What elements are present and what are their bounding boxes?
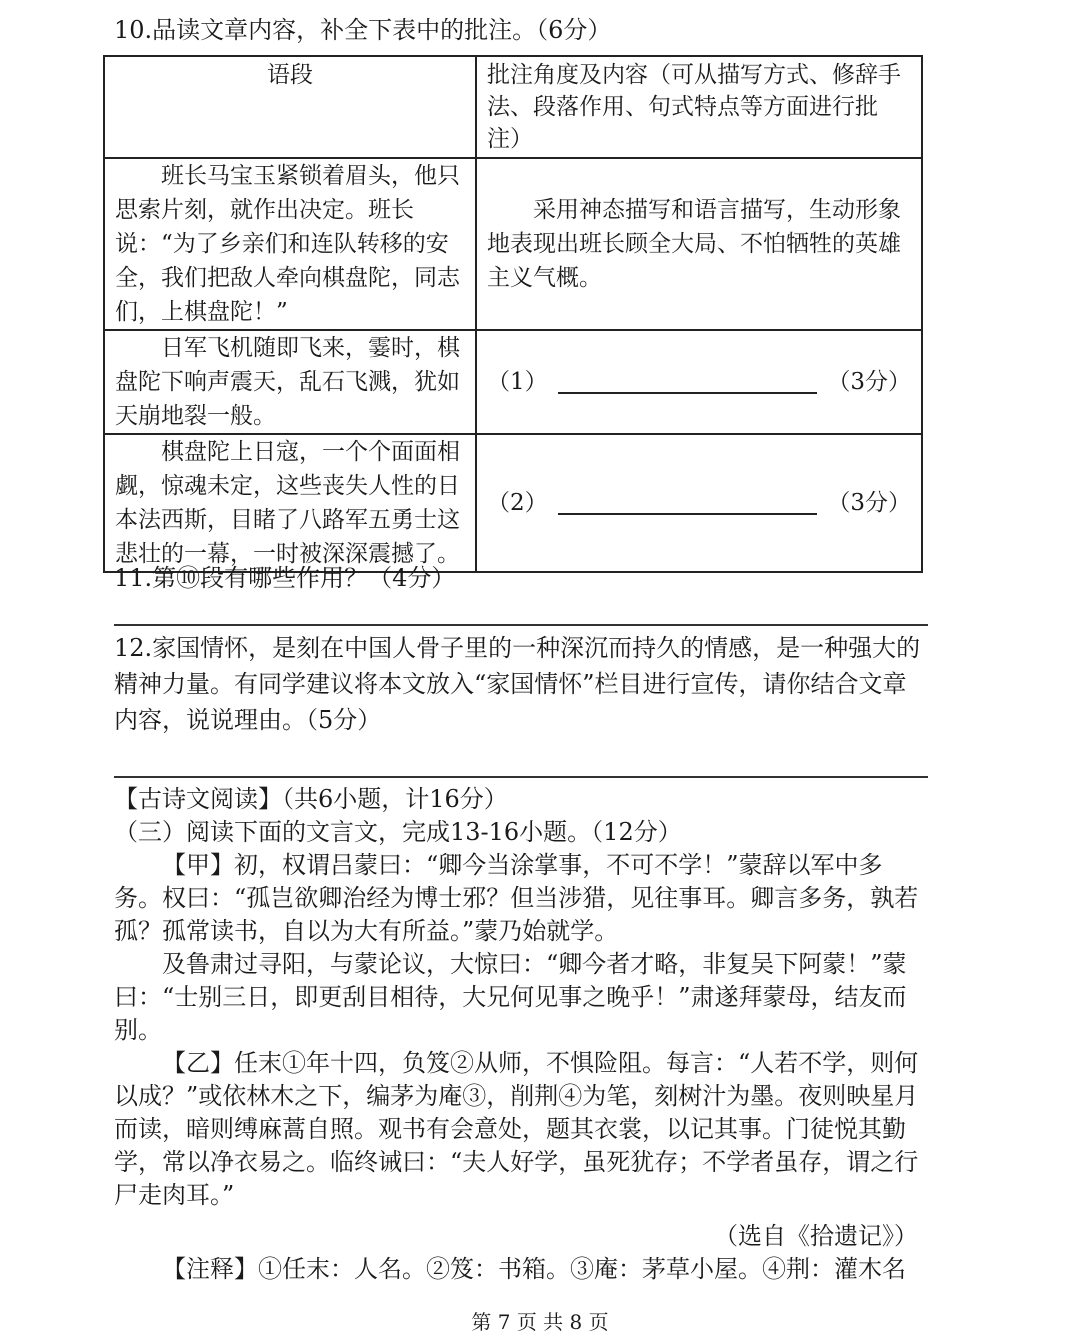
q10-title: 10.品读文章内容，补全下表中的批注。（6分） — [114, 16, 612, 44]
table-header-row — [104, 56, 922, 158]
blank-label: （2） — [487, 490, 548, 516]
classical-section — [114, 783, 928, 1286]
answer-blank-line[interactable] — [558, 491, 818, 515]
table-row — [104, 434, 922, 572]
page-footer: 第 7 页 共 8 页 — [471, 1310, 609, 1334]
section-subheading: （三）阅读下面的文言文，完成13-16小题。（12分） — [114, 818, 682, 846]
segment-cell: 棋盘陀上日寇，一个个面面相觑，惊魂未定，这些丧失人性的日本法西斯，目睹了八路军五勇士这悲壮的一幕，一时被深深震撼了。 — [104, 434, 476, 572]
notes-line: 【注释】①任末：人名。②笈：书箱。③庵：茅草小屋。④荆：灌木名 — [162, 1255, 906, 1283]
annotation-cell: 采用神态描写和语言描写，生动形象地表现出班长顾全大局、不怕牺牲的英雄主义气概。 — [476, 158, 922, 330]
score-label: （3分） — [827, 490, 911, 516]
section-heading: 【古诗文阅读】（共6小题，计16分） — [114, 785, 508, 813]
table-row — [104, 330, 922, 434]
header-annotation: 批注角度及内容（可从描写方式、修辞手法、段落作用、句式特点等方面进行批注） — [476, 56, 922, 158]
header-segment: 语段 — [104, 56, 476, 158]
source-citation: （选自《拾遗记》） — [714, 1222, 918, 1250]
annotation-table — [103, 55, 923, 573]
q11-text: 11.第⑩段有哪些作用？（4分） — [114, 564, 456, 592]
passage-yi-paragraph: 【乙】任末①年十四，负笈②从师，不惧险阻。每言：“人若不学，则何以成？”或依林木之下，编茅为庵③，削荆④为笔，刻树汁为墨。夜则映星月而读，暗则缚麻蒿自照。观书有会意处，题其衣裳，以记其事。门徒悦其勤学，常以净衣易之。临终诫曰：“夫人好学，虽死犹存；不学者虽存，谓之行尸走肉耳。” — [114, 1049, 919, 1209]
score-label: （3分） — [827, 369, 911, 395]
answer-divider — [114, 624, 928, 626]
passage-jia-paragraph-2: 及鲁肃过寻阳，与蒙论议，大惊曰：“卿今者才略，非复吴下阿蒙！”蒙曰：“士别三日，即更刮目相待，大兄何见事之晚乎！”肃遂拜蒙母，结友而别。 — [114, 950, 907, 1044]
answer-blank-line[interactable] — [558, 370, 818, 394]
q12-text: 12.家国情怀，是刻在中国人骨子里的一种深沉而持久的情感，是一种强大的精神力量。有同学建议将本文放入“家国情怀”栏目进行宣传，请你结合文章内容，说说理由。（5分） — [114, 634, 921, 734]
passage-jia-paragraph-1: 【甲】初，权谓吕蒙曰：“卿今当涂掌事，不可不学！”蒙辞以军中多务。权曰：“孤岂欲卿治经为博士邪？但当涉猎，见往事耳。卿言多务，孰若孤？孤常读书，自以为大有所益。”蒙乃始就学。 — [114, 851, 919, 945]
table-row — [104, 158, 922, 330]
segment-cell: 班长马宝玉紧锁着眉头，他只思索片刻，就作出决定。班长说：“为了乡亲们和连队转移的安全，我们把敌人牵向棋盘陀，同志们，上棋盘陀！” — [104, 158, 476, 330]
blank-answer-cell — [476, 434, 922, 572]
answer-divider — [114, 776, 928, 778]
segment-cell: 日军飞机随即飞来，霎时，棋盘陀下响声震天，乱石飞溅，犹如天崩地裂一般。 — [104, 330, 476, 434]
blank-answer-cell — [476, 330, 922, 434]
blank-label: （1） — [487, 369, 548, 395]
